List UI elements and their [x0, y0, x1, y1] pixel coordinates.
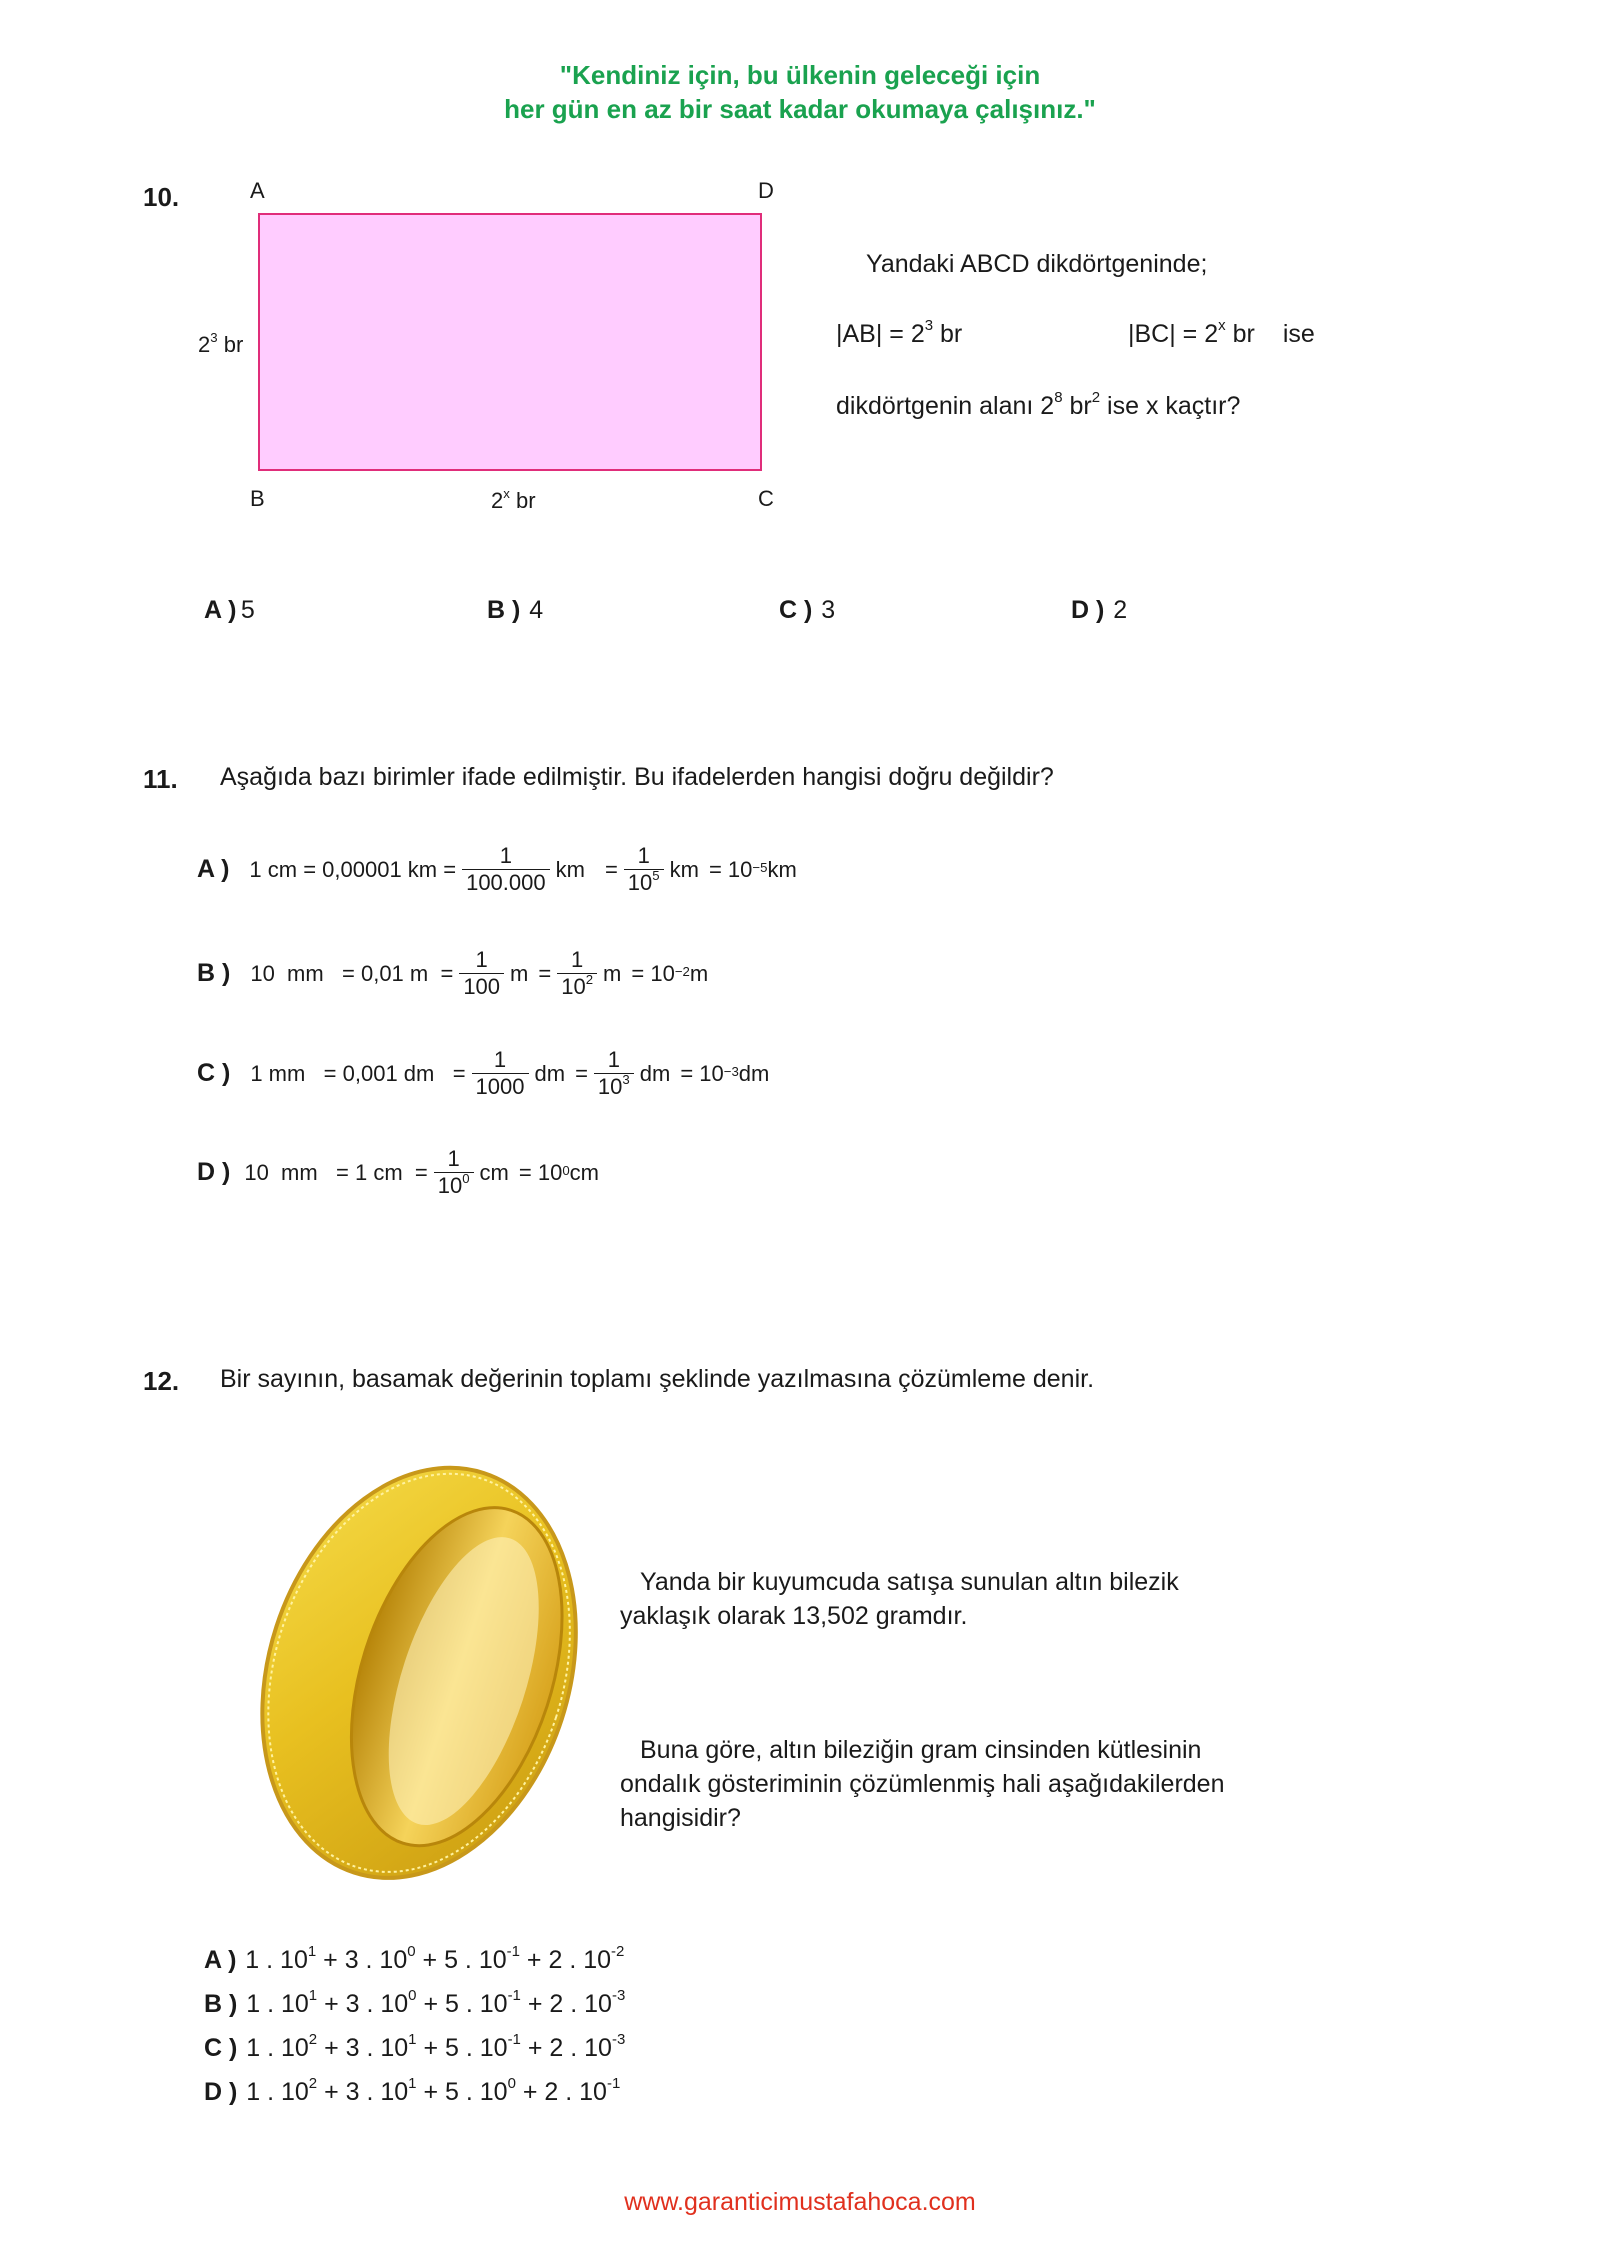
- q10-intro-text: Yandaki ABCD dikdörtgeninde;: [866, 250, 1208, 278]
- q10-option-a[interactable]: A ) 5: [204, 596, 255, 624]
- q11-option-a[interactable]: A ) 1 cm = 0,00001 km = $\frac{1}{100.000}$ km = $\frac{1}{10^5}$ km = 10 $^{-5}$ km: [197, 843, 797, 895]
- question-11-text: Aşağıda bazı birimler ifade edilmiştir. Bu ifadelerden hangisi doğru değildir?: [220, 763, 1054, 791]
- q12-option-a[interactable]: A ) 1 . $10^1 + 3$ . $10^0 + 5$ . $10^{-1} + 2$ . $10^{-2}$: [204, 1943, 625, 1974]
- q12-options: [204, 1940, 625, 2116]
- rectangle-abcd: [258, 213, 762, 471]
- q11-option-c[interactable]: C ) 1 mm = 0,001 dm = $\frac{1}{1000}$ dm = $\frac{1}{10^3}$ dm = 10 $^{-3}$ dm: [197, 1047, 770, 1099]
- gold-bracelet-image: [225, 1445, 615, 1895]
- q11-option-b[interactable]: B ) 10 mm = 0,01 m = $\frac{1}{100}$ m = $\frac{1}{10^2}$ m = 10 $^{-2}$ m: [197, 947, 709, 999]
- side-left-label: $2^3$ br: [198, 329, 244, 357]
- motto-line-2: her gün en az bir saat kadar okumaya çalışınız.": [504, 94, 1096, 124]
- motto-line-1: "Kendiniz için, bu ülkenin geleceği için: [559, 60, 1041, 90]
- vertex-d-label: D: [758, 178, 774, 203]
- footer-website-link[interactable]: www.garanticimustafahoca.com: [624, 2188, 976, 2216]
- q12-option-b[interactable]: B ) 1 . $10^1 + 3$ . $10^0 + 5$ . $10^{-1} + 2$ . $10^{-3}$: [204, 1987, 626, 2018]
- q12-option-d[interactable]: D ) 1 . $10^2 + 3$ . $10^1 + 5$ . $10^0 + 2$ . $10^{-1}$: [204, 2075, 621, 2106]
- question-10-number: 10.: [143, 182, 180, 212]
- q10-ab-text: $|AB| = 2^3$ br: [836, 317, 963, 348]
- vertex-b-label: B: [250, 486, 265, 511]
- side-bottom-label: 2$^x$ br: [491, 485, 536, 513]
- q10-option-d[interactable]: D ) 2: [1071, 596, 1128, 624]
- question-12-text: Bir sayının, basamak değerinin toplamı şeklinde yazılmasına çözümleme denir.: [220, 1365, 1095, 1393]
- q11-option-d[interactable]: D ) 10 mm = 1 cm = $\frac{1}{10^0}$ cm = 10 $^0$ cm: [197, 1146, 599, 1198]
- vertex-a-label: A: [250, 178, 265, 203]
- q10-option-b[interactable]: B ) 4: [487, 596, 544, 624]
- question-11-number: 11.: [143, 764, 178, 794]
- question-12-number: 12.: [143, 1366, 180, 1396]
- q10-area-text: dikdörtgenin alanı $2^8$ $br^2$ ise x kaçtır?: [836, 389, 1241, 420]
- q10-bc-text: $|BC| = 2^x$ br ise: [1128, 317, 1315, 348]
- vertex-c-label: C: [758, 486, 774, 511]
- q10-option-c[interactable]: C ) 3: [779, 596, 836, 624]
- q12-option-c[interactable]: C ) 1 . $10^2 + 3$ . $10^1 + 5$ . $10^{-1} + 2$ . $10^{-3}$: [204, 2031, 626, 2062]
- q12-paragraph-2: Buna göre, altın bileziğin gram cinsinden kütlesinin ondalık gösteriminin çözümlenmiş hali aşağıdakilerden hangisidir?: [620, 1736, 1225, 1832]
- q12-paragraph-1: Yanda bir kuyumcuda satışa sunulan altın bilezik yaklaşık olarak 13,502 gramdır.: [620, 1568, 1179, 1630]
